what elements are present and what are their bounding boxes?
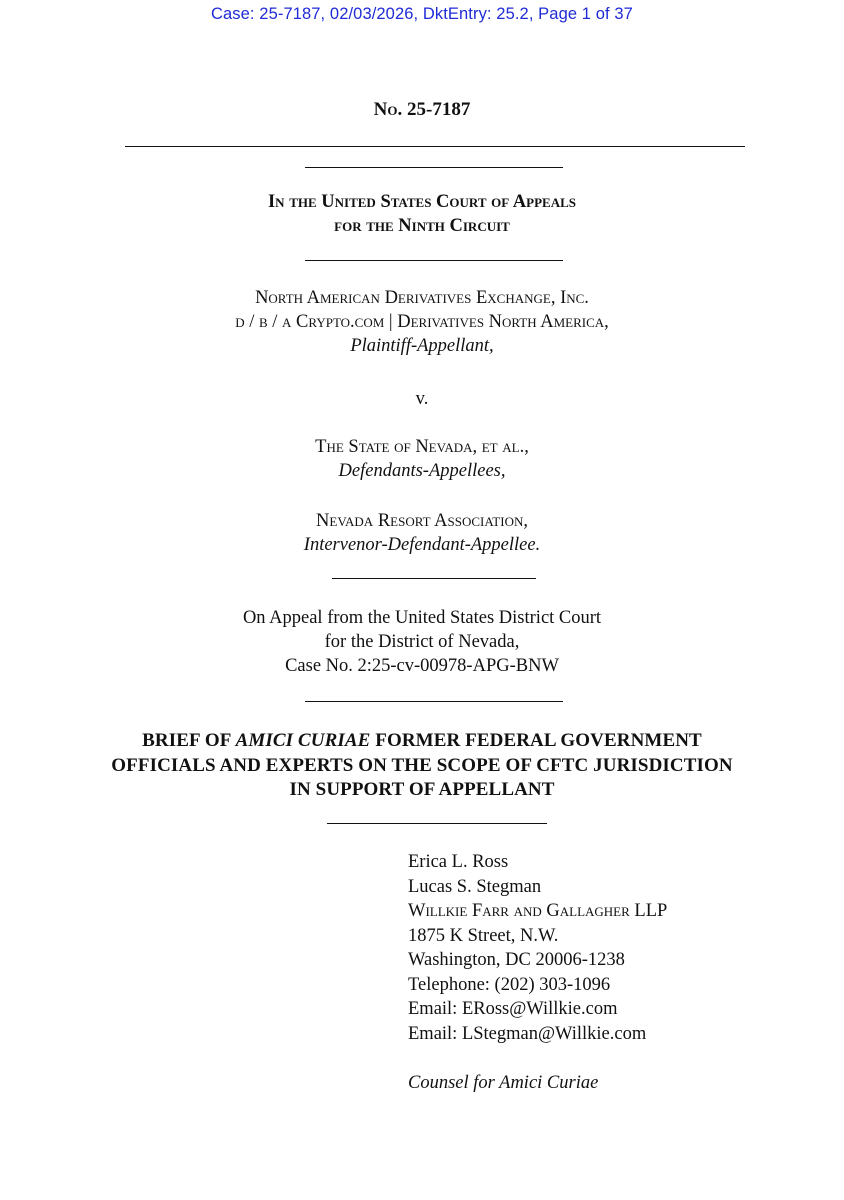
- court-caption: [0, 190, 844, 238]
- brief-title-amici: AMICI CURIAE: [235, 730, 371, 751]
- brief-title: [0, 729, 844, 803]
- plaintiff-name-2: d / b / a Crypto.com | Derivatives North America,: [235, 312, 609, 332]
- plaintiff-role: Plaintiff-Appellant,: [350, 336, 494, 356]
- street-address: 1875 K Street, N.W.: [408, 925, 559, 946]
- case-number: No. 25-7187: [373, 99, 471, 120]
- defendants-block: [0, 435, 844, 483]
- law-firm: Willkie Farr and Gallagher LLP: [408, 901, 668, 921]
- appeal-line-2: for the District of Nevada,: [324, 632, 520, 652]
- appeal-line-1: On Appeal from the United States District Court: [242, 608, 602, 628]
- defendants-name: The State of Nevada, et al.,: [315, 437, 529, 457]
- versus: v.: [415, 389, 429, 409]
- plaintiff-name-1: North American Derivatives Exchange, Inc.: [255, 288, 589, 308]
- docket-stamp: Case: 25-7187, 02/03/2026, DktEntry: 25.2, Page 1 of 37: [211, 5, 633, 23]
- plaintiff-block: [0, 286, 844, 358]
- attorney-2: Lucas S. Stegman: [408, 876, 542, 897]
- telephone: Telephone: (202) 303-1096: [408, 974, 611, 995]
- city-address: Washington, DC 20006-1238: [408, 950, 625, 970]
- intervenor-block: [0, 509, 844, 557]
- defendants-role: Defendants-Appellees,: [338, 461, 506, 481]
- counsel-role: Counsel for Amici Curiae: [408, 1073, 599, 1093]
- brief-title-line-1: [0, 729, 844, 754]
- brief-title-line-3: IN SUPPORT OF APPELLANT: [289, 779, 555, 800]
- appeal-line-3: Case No. 2:25-cv-00978-APG-BNW: [285, 656, 559, 676]
- divider-short: [332, 578, 536, 579]
- brief-title-prefix: BRIEF OF: [142, 730, 236, 751]
- divider-full: [125, 146, 745, 147]
- email-1: Email: ERoss@Willkie.com: [408, 999, 618, 1019]
- attorney-1: Erica L. Ross: [408, 852, 509, 872]
- brief-title-line1-rest: FORMER FEDERAL GOVERNMENT: [370, 730, 702, 751]
- email-2: Email: LStegman@Willkie.com: [408, 1023, 647, 1044]
- divider-short: [327, 823, 547, 824]
- court-line-1: In the United States Court of Appeals: [267, 192, 576, 212]
- appeal-block: [0, 606, 844, 678]
- brief-title-line-2: OFFICIALS AND EXPERTS ON THE SCOPE OF CFTC JURISDICTION: [111, 754, 733, 776]
- divider-short: [305, 260, 563, 261]
- divider-short: [305, 167, 563, 168]
- divider-short: [305, 701, 563, 702]
- intervenor-name: Nevada Resort Association,: [316, 511, 528, 531]
- court-line-2: for the Ninth Circuit: [334, 216, 510, 236]
- counsel-block: [408, 850, 828, 1096]
- intervenor-role: Intervenor-Defendant-Appellee.: [303, 535, 541, 555]
